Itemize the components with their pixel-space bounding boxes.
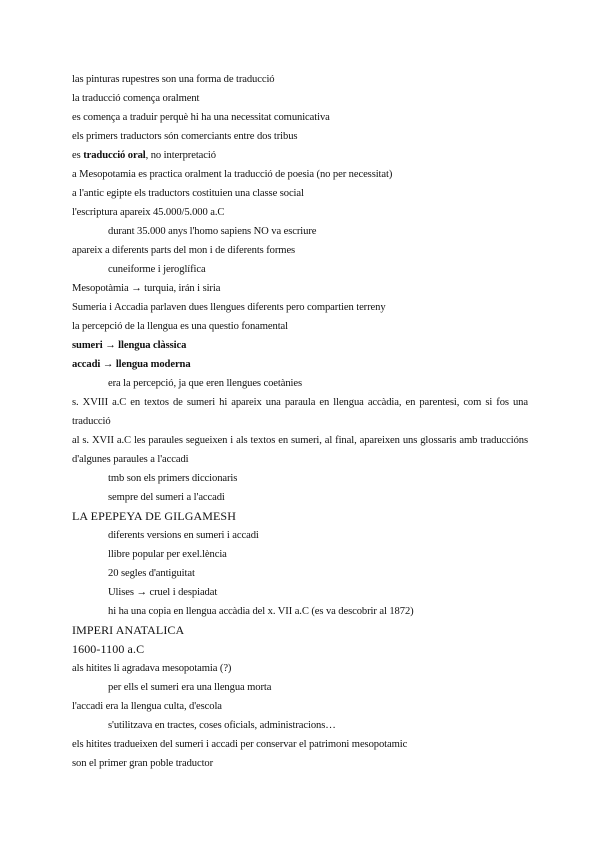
text-line: l'accadi era la llengua culta, d'escola — [72, 701, 222, 712]
indented-line: era la percepció, ja que eren llengues coetànies — [108, 378, 303, 389]
indented-line: diferents versions en sumeri i accadi — [108, 530, 259, 541]
indented-line: sempre del sumeri a l'accadi — [108, 492, 225, 503]
bold-term: traducció oral — [83, 150, 146, 161]
text-line: son el primer gran poble traductor — [72, 758, 214, 769]
paragraph: s. XVIII a.C en textos de sumeri hi apareix una paraula en llengua accàdia, en parentesi, com si fos una traducció — [72, 397, 528, 427]
date-heading: 1600-1100 a.C — [72, 642, 145, 656]
indented-line: llibre popular per exel.lència — [108, 549, 227, 560]
section-heading: IMPERI ANATALICA — [72, 623, 185, 637]
indented-line: per ells el sumeri era una llengua morta — [108, 682, 272, 693]
bold-line: accadi → llengua moderna — [72, 359, 191, 370]
text-line: las pinturas rupestres son una forma de traducció — [72, 74, 275, 85]
text-line: els hitites tradueixen del sumeri i accadi per conservar el patrimoni mesopotamic — [72, 739, 408, 750]
indented-line: 20 segles d'antiguitat — [108, 568, 195, 579]
indented-line: hi ha una copia en llengua accàdia del x. VII a.C (es va descobrir al 1872) — [108, 606, 414, 617]
indented-line: s'utilitzava en tractes, coses oficials, administracions… — [108, 720, 336, 731]
text-run: , no interpretació — [145, 150, 216, 161]
indented-line: tmb son els primers diccionaris — [108, 473, 238, 484]
text-line: als hitites li agradava mesopotamia (?) — [72, 663, 232, 674]
text-line: a l'antic egipte els traductors costituien una classe social — [72, 188, 304, 199]
indented-line: cuneiforme i jeroglífica — [108, 264, 206, 275]
text-line: Mesopotàmia → turquia, irán i siria — [72, 283, 221, 294]
text-line: Sumeria i Accadia parlaven dues llengues diferents pero compartien terreny — [72, 302, 386, 313]
text-line: es comença a traduir perquè hi ha una necessitat comunicativa — [72, 112, 330, 123]
bold-line: sumeri → llengua clàssica — [72, 340, 187, 351]
text-line: apareix a diferents parts del mon i de diferents formes — [72, 245, 296, 256]
paragraph: al s. XVII a.C les paraules segueixen i als textos en sumeri, al final, apareixen uns glossaris amb traduccións d'algunes paraules a l'accadi — [72, 435, 528, 465]
text-line: els primers traductors són comerciants entre dos tribus — [72, 131, 298, 142]
text-line — [72, 146, 528, 165]
indented-line: durant 35.000 anys l'homo sapiens NO va escriure — [108, 226, 317, 237]
text-line: la traducció comença oralment — [72, 93, 200, 104]
text-run: es — [72, 150, 84, 161]
text-line: la percepció de la llengua es una questio fonamental — [72, 321, 289, 332]
document-body — [72, 70, 528, 773]
section-heading: LA EPEPEYA DE GILGAMESH — [72, 509, 236, 523]
indented-line: Ulises → cruel i despiadat — [108, 587, 218, 598]
text-line: l'escriptura apareix 45.000/5.000 a.C — [72, 207, 225, 218]
text-line: a Mesopotamia es practica oralment la traducció de poesia (no per necessitat) — [72, 169, 393, 180]
